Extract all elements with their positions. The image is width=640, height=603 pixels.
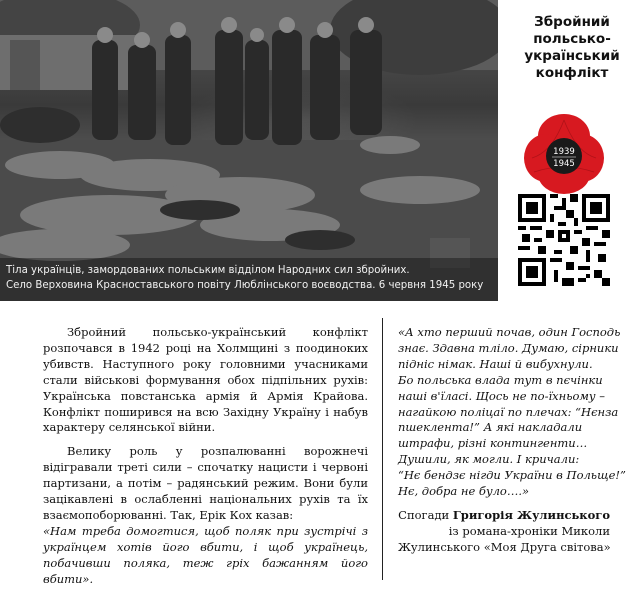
source-line-1 bbox=[398, 508, 610, 524]
koch-quote: «Нам треба домогтися, щоб поляк при зустрічі з українцем хотів його вбити, і щоб українець, побачивши поляка, теж гріх бажанням його вбити». bbox=[43, 523, 368, 586]
quote-line: “Нє бендзє нігди України в Польще!” bbox=[398, 468, 626, 483]
photo-scene bbox=[0, 0, 498, 301]
poppy-year-start: 1939 bbox=[553, 147, 575, 157]
historical-photo bbox=[0, 0, 498, 301]
source-line-2: із романа-хроніки Миколи bbox=[448, 523, 610, 538]
article-paragraph: Збройний польсько-український конфлікт розпочався в 1942 році на Холмщині з поодиноких убивств. Наступного року головними учасниками стали військові формування обох підпільних рухів: Українська повстанська армія й Армія Крайова. Конфлікт поширився на всю Західну Україну і набув характеру селянської війни. bbox=[43, 325, 368, 435]
quote-line: Душили, як могли. І кричали: bbox=[398, 452, 580, 467]
article-paragraph: Велику роль у розпалюванні ворожнечі відігравали треті сили – спочатку нацисти і червоні партизани, а потім – радянський режим. Вони були зацікавлені в ослабленні національних рухів та їх взаємопоборюванні. Так, Ерік Кох казав: bbox=[43, 444, 368, 522]
quote-line: підніс німак. Наші й вибухнули. bbox=[398, 356, 593, 371]
poppy-year-end: 1945 bbox=[553, 159, 575, 169]
quote-line: нагайкою поліцаї по плечах: “Нєнза bbox=[398, 404, 619, 419]
quote-line: штрафи, різні контингенти… bbox=[398, 436, 588, 451]
column-divider bbox=[382, 318, 383, 580]
quote-line: знає. Здавна тліло. Думаю, сірники bbox=[398, 340, 619, 355]
title-line: польсько- bbox=[533, 31, 611, 47]
memoir-source bbox=[398, 508, 610, 556]
quote-line: Бо польська влада тут в пєчінки bbox=[398, 372, 603, 387]
poppy-icon bbox=[522, 112, 606, 196]
source-author: Григорія Жулинського bbox=[452, 507, 610, 522]
quote-line: Нє, добра не було….» bbox=[398, 484, 530, 499]
qr-code-icon[interactable] bbox=[518, 194, 610, 286]
caption-line-1: Тіла українців, замордованих польським відділом Народних сил збройних. bbox=[6, 265, 410, 276]
source-prefix: Спогади bbox=[398, 507, 453, 522]
quote-line: пшеклента!” А які накладали bbox=[398, 420, 583, 435]
memoir-column bbox=[398, 325, 626, 556]
title-line: український bbox=[524, 48, 620, 64]
caption-line-2: Село Верховина Красноставського повіту Люблінського воєводства. 6 червня 1945 року bbox=[6, 280, 484, 291]
quote-line: «А хто перший почав, один Господь bbox=[398, 325, 621, 339]
main-article bbox=[43, 325, 368, 596]
photo-caption bbox=[6, 263, 486, 293]
section-title bbox=[508, 14, 636, 82]
title-line: конфлікт bbox=[535, 65, 609, 81]
memoir-quote bbox=[398, 325, 626, 500]
title-line: Збройний bbox=[534, 14, 610, 30]
quote-line: наші в'їласі. Щось не по-їхньому – bbox=[398, 388, 605, 403]
source-line-3: Жулинського «Моя Друга світова» bbox=[398, 539, 611, 554]
